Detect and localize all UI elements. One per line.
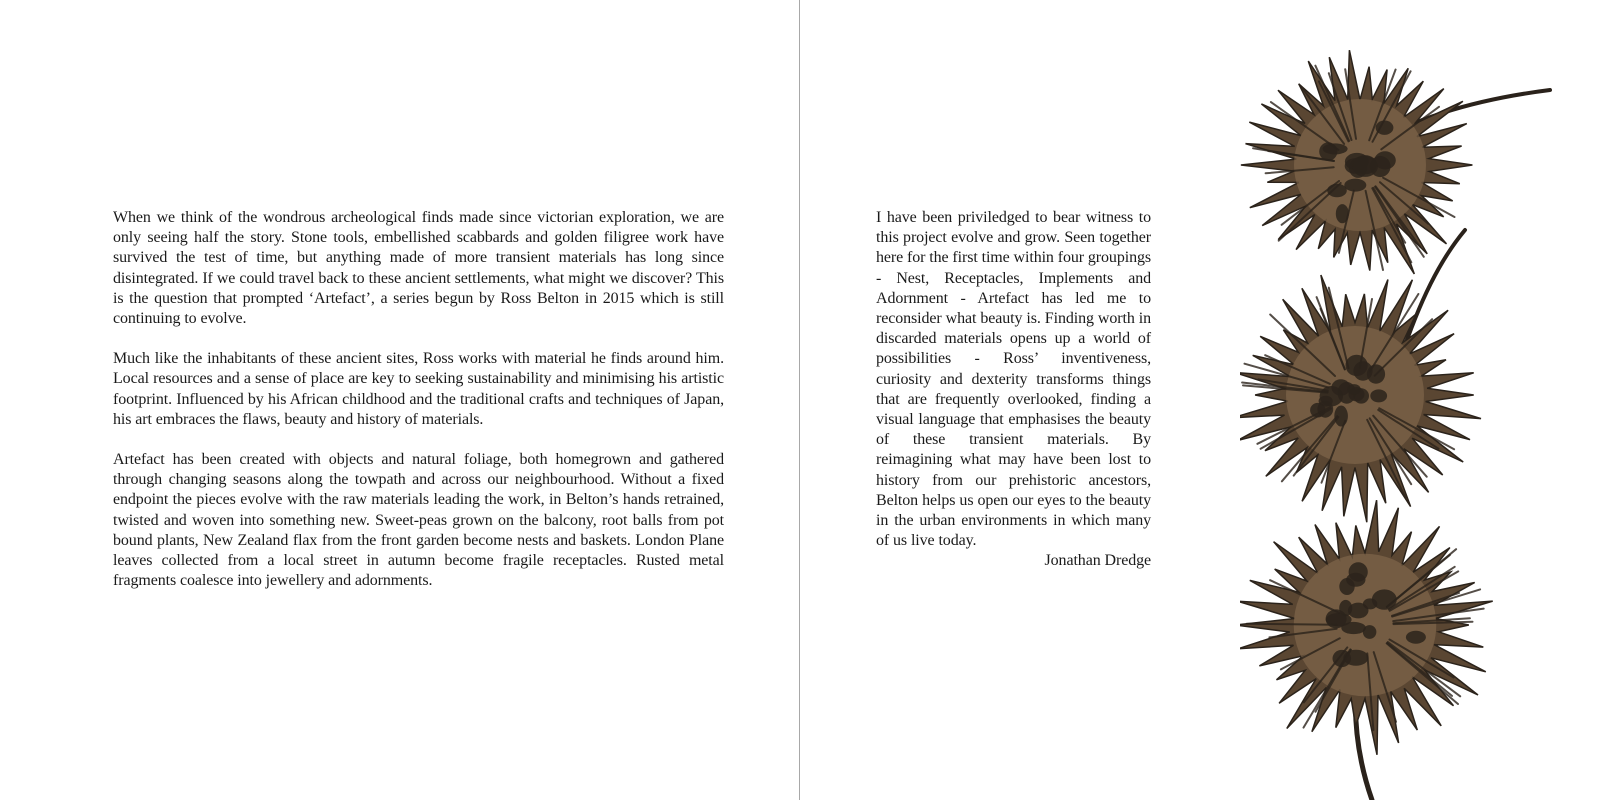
author-signature: Jonathan Dredge [1044,552,1151,570]
pod-cavity [1370,389,1387,402]
paragraph: When we think of the wondrous archeological finds made since victorian exploration, we are only seeing half the story. Stone tools, embellished scabbards and golden filigree work have survived the test of time, but anything made of more transient materials has long since disintegrated. If we could travel back to these ancient settlements, what might we discover? This is the question that prompted ‘Artefact’, a series begun by Ross Belton in 2015 which is still continuing to evolve. [113,209,724,328]
pod-cavity [1347,384,1361,395]
pod-spike [1247,624,1337,625]
pod-cavity [1370,156,1391,177]
right-page-text [876,208,1151,572]
paragraph: Much like the inhabitants of these ancient sites, Ross works with material he finds around him. Local resources and a sense of place are key to seeking sustainability and minimising his artistic footprint. Influenced by his African childhood and the traditional crafts and techniques of Japan, his art embraces the flaws, beauty and history of materials. [113,350,724,428]
seed-pods-photo [1240,40,1570,800]
page-fold [799,0,800,800]
left-page-text [113,208,724,611]
pod-cavity [1346,573,1365,587]
pod-cavity [1323,143,1348,154]
paragraph: I have been priviledged to bear witness to this project evolve and grow. Seen together here for the first time within four groupings - Nest, Receptacles, Implements and Adornment - Artefact has led me to reconsider what beauty is. Finding worth in discarded materials opens up a world of possibilities - Ross’ inventiveness, curiosity and dexterity transforms things that are frequently overlooked, finding a visual language that emphasises the beauty of these transient materials. By reimagining what may have been lost to history from our prehistoric ancestors, Belton helps us open our eyes to the beauty in the urban environments in which many of us live today. [876,209,1151,550]
paragraph: Artefact has been created with objects and natural foliage, both homegrown and gathered through changing seasons along the towpath and across our neighbourhood. Without a fixed endpoint the pieces evolve with the raw materials leading the work, in Belton’s hands retrained, twisted and woven into something new. Sweet-peas grown on the balcony, root balls from pot bound plants, New Zealand flax from the front garden become nests and baskets. London Plane leaves collected from a local street in autumn become fragile receptacles. Rusted metal fragments coalesce into jewellery and adornments. [113,451,724,590]
pod-cavity [1363,598,1377,609]
pod-cavity [1344,179,1366,192]
pod-cavity [1406,631,1426,644]
